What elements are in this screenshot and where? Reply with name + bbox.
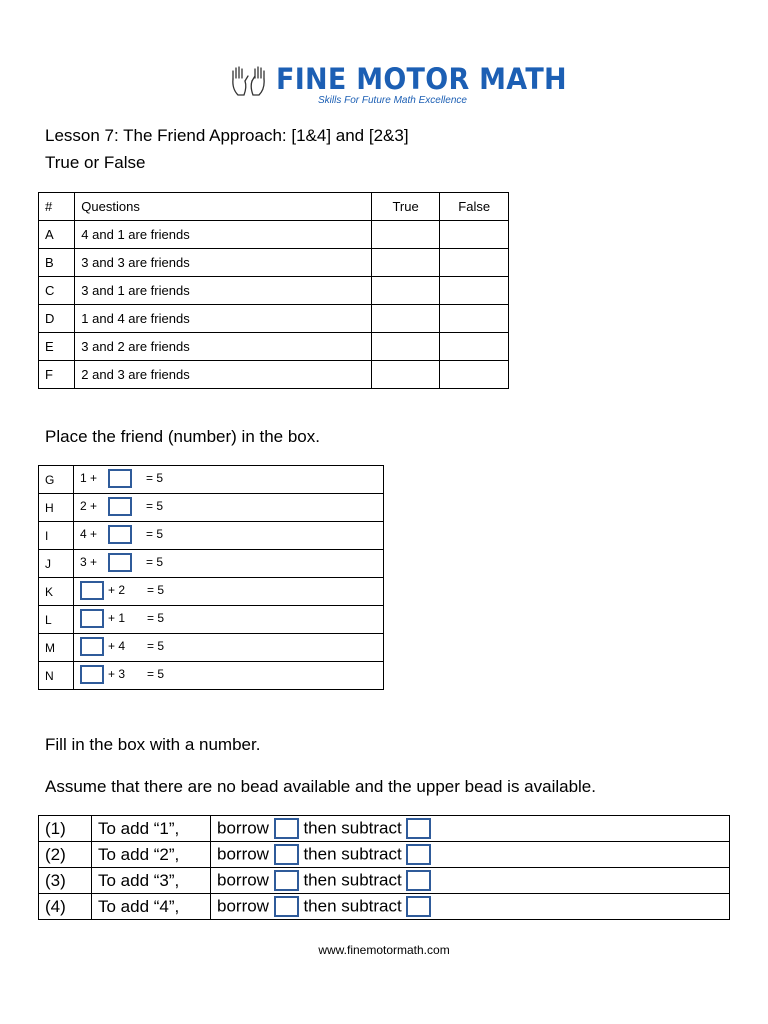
- table-row: [39, 550, 384, 578]
- question-text: 3 and 1 are friends: [75, 277, 372, 305]
- subtract-box[interactable]: [406, 870, 431, 891]
- table-row: [39, 522, 384, 550]
- row-number: (1): [39, 816, 92, 842]
- table-row: [39, 361, 509, 389]
- false-answer-cell[interactable]: [440, 305, 509, 333]
- equation-result: = 5: [146, 499, 164, 513]
- equation-cell: [74, 662, 384, 690]
- hands-icon: [230, 65, 270, 99]
- equation-result: = 5: [146, 471, 164, 485]
- row-id: D: [39, 305, 75, 333]
- equation-left: 3 +: [80, 555, 98, 569]
- subtract-box[interactable]: [406, 844, 431, 865]
- answer-box[interactable]: [108, 497, 132, 516]
- equation-right: + 2: [108, 583, 126, 597]
- borrow-subtract-cell: [211, 816, 730, 842]
- borrow-label: borrow: [217, 844, 269, 864]
- table-row: [39, 894, 730, 920]
- true-answer-cell[interactable]: [371, 305, 440, 333]
- equation-right: + 4: [108, 639, 126, 653]
- table-row: [39, 634, 384, 662]
- section-fill-title: Fill in the box with a number.: [45, 735, 261, 754]
- question-text: 3 and 3 are friends: [75, 249, 372, 277]
- equation-cell: [74, 578, 384, 606]
- subtract-label: then subtract: [303, 844, 402, 864]
- question-text: 1 and 4 are friends: [75, 305, 372, 333]
- answer-box[interactable]: [80, 665, 104, 684]
- subtract-label: then subtract: [303, 896, 402, 916]
- row-id: F: [39, 361, 75, 389]
- borrow-box[interactable]: [274, 818, 299, 839]
- subtract-box[interactable]: [406, 896, 431, 917]
- table-row: [39, 249, 509, 277]
- equation-result: = 5: [146, 555, 164, 569]
- false-answer-cell[interactable]: [440, 221, 509, 249]
- answer-box[interactable]: [108, 525, 132, 544]
- answer-box[interactable]: [80, 637, 104, 656]
- row-id: M: [39, 634, 74, 662]
- equation-left: 2 +: [80, 499, 98, 513]
- table-row: [39, 842, 730, 868]
- false-answer-cell[interactable]: [440, 361, 509, 389]
- false-answer-cell[interactable]: [440, 277, 509, 305]
- row-id: L: [39, 606, 74, 634]
- table-row: [39, 662, 384, 690]
- answer-box[interactable]: [80, 609, 104, 628]
- table-row: [39, 578, 384, 606]
- equation-cell: [74, 494, 384, 522]
- row-number: (4): [39, 894, 92, 920]
- column-header: False: [440, 193, 509, 221]
- false-answer-cell[interactable]: [440, 249, 509, 277]
- equation-cell: [74, 634, 384, 662]
- question-text: 4 and 1 are friends: [75, 221, 372, 249]
- equation-right: + 3: [108, 667, 126, 681]
- subtract-label: then subtract: [303, 818, 402, 838]
- true-answer-cell[interactable]: [371, 221, 440, 249]
- add-text: To add “1”,: [92, 816, 211, 842]
- table-row: [39, 277, 509, 305]
- answer-box[interactable]: [108, 469, 132, 488]
- table-row: [39, 494, 384, 522]
- row-id: J: [39, 550, 74, 578]
- row-id: K: [39, 578, 74, 606]
- bead-table: [38, 815, 730, 920]
- column-header: #: [39, 193, 75, 221]
- section-true-false-title: True or False: [45, 153, 146, 172]
- section-fill-note: Assume that there are no bead available and the upper bead is available.: [45, 777, 596, 796]
- logo: [230, 62, 567, 108]
- column-header: True: [371, 193, 440, 221]
- true-answer-cell[interactable]: [371, 249, 440, 277]
- table-row: [39, 606, 384, 634]
- equation-result: = 5: [147, 583, 165, 597]
- equation-result: = 5: [147, 667, 165, 681]
- logo-subtitle: Skills For Future Math Excellence: [318, 95, 467, 106]
- add-text: To add “3”,: [92, 868, 211, 894]
- row-id: B: [39, 249, 75, 277]
- borrow-subtract-cell: [211, 842, 730, 868]
- section-friend-title: Place the friend (number) in the box.: [45, 427, 320, 446]
- table-header-row: [39, 193, 509, 221]
- row-id: G: [39, 466, 74, 494]
- borrow-label: borrow: [217, 896, 269, 916]
- table-row: [39, 466, 384, 494]
- answer-box[interactable]: [108, 553, 132, 572]
- logo-title: FINE MOTOR MATH: [276, 62, 567, 96]
- equation-cell: [74, 606, 384, 634]
- borrow-label: borrow: [217, 870, 269, 890]
- borrow-box[interactable]: [274, 870, 299, 891]
- borrow-box[interactable]: [274, 896, 299, 917]
- add-text: To add “4”,: [92, 894, 211, 920]
- footer-url[interactable]: www.finemotormath.com: [318, 943, 450, 957]
- true-answer-cell[interactable]: [371, 277, 440, 305]
- subtract-label: then subtract: [303, 870, 402, 890]
- table-row: [39, 333, 509, 361]
- subtract-box[interactable]: [406, 818, 431, 839]
- equation-left: 4 +: [80, 527, 98, 541]
- lesson-title: Lesson 7: The Friend Approach: [1&4] and [2&3]: [45, 126, 409, 145]
- equation-cell: [74, 466, 384, 494]
- equation-result: = 5: [146, 527, 164, 541]
- equation-cell: [74, 550, 384, 578]
- true-answer-cell[interactable]: [371, 361, 440, 389]
- row-id: N: [39, 662, 74, 690]
- borrow-subtract-cell: [211, 894, 730, 920]
- row-id: C: [39, 277, 75, 305]
- equation-left: 1 +: [80, 471, 98, 485]
- equation-result: = 5: [147, 611, 165, 625]
- true-false-table: [38, 192, 509, 389]
- equation-right: + 1: [108, 611, 126, 625]
- row-id: A: [39, 221, 75, 249]
- borrow-subtract-cell: [211, 868, 730, 894]
- borrow-label: borrow: [217, 818, 269, 838]
- equation-result: = 5: [147, 639, 165, 653]
- true-answer-cell[interactable]: [371, 333, 440, 361]
- borrow-box[interactable]: [274, 844, 299, 865]
- row-id: H: [39, 494, 74, 522]
- table-row: [39, 305, 509, 333]
- equation-cell: [74, 522, 384, 550]
- row-id: E: [39, 333, 75, 361]
- table-row: [39, 868, 730, 894]
- row-number: (2): [39, 842, 92, 868]
- friend-table: [38, 465, 384, 690]
- row-id: I: [39, 522, 74, 550]
- table-row: [39, 221, 509, 249]
- table-row: [39, 816, 730, 842]
- false-answer-cell[interactable]: [440, 333, 509, 361]
- question-text: 2 and 3 are friends: [75, 361, 372, 389]
- question-text: 3 and 2 are friends: [75, 333, 372, 361]
- answer-box[interactable]: [80, 581, 104, 600]
- row-number: (3): [39, 868, 92, 894]
- add-text: To add “2”,: [92, 842, 211, 868]
- column-header: Questions: [75, 193, 372, 221]
